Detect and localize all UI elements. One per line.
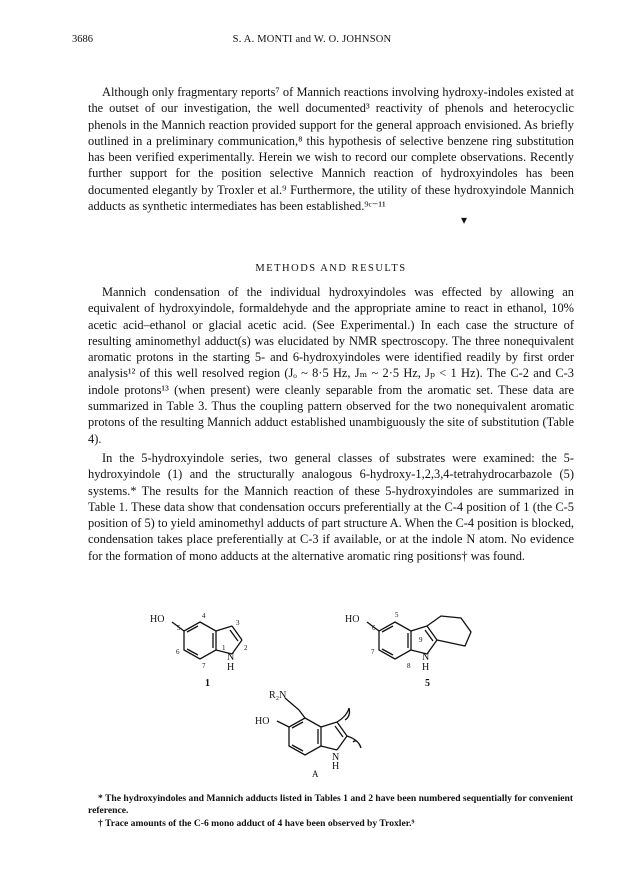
structure-1 [150, 608, 290, 688]
s1-num-6: 6 [176, 648, 180, 656]
s5-num-7: 7 [371, 648, 375, 656]
s1-ho: HO [150, 614, 165, 625]
running-header [72, 34, 552, 50]
section-heading: METHODS AND RESULTS [255, 263, 407, 274]
sA-r2n: R₂N [269, 690, 287, 701]
footnote-dagger: † Trace amounts of the C-6 mono adduct of 4 have been observed by Troxler.⁹ [98, 818, 415, 829]
s5-n: N [422, 652, 430, 663]
s1-n: N [227, 652, 235, 663]
paragraph-hydroxyindole: In the 5-hydroxyindole series, two general classes of substrates were examined: the 5-hydroxyindole (1) and the structurally analogous 6-hydroxy-1,2,3,4-tetrahydrocarbazole (5) systems.* The results for the Mannich reaction of these 5-hydroxyindoles are summarized in Table 1. These data show that condensation occurs preferentially at the C-4 position of 1 (the C-5 position of 5) to yield aminomethyl adducts of part structure A. When the C-4 position is blocked, condensation takes place preferentially at C-3 if available, or at the indole N atom. No evidence for the formation of mono adducts at the alternative aromatic ring positions† was found. [88, 451, 574, 563]
author-line: S. A. MONTI and W. O. JOHNSON [232, 34, 392, 45]
s1-num-7: 7 [202, 662, 206, 670]
footnote-asterisk: * The hydroxyindoles and Mannich adducts listed in Tables 1 and 2 have been numbered sequentially for convenient reference. [88, 793, 574, 816]
page-number: 3686 [72, 34, 93, 45]
structure-5 [345, 608, 505, 688]
s5-h: H [422, 662, 430, 673]
s5-label: 5 [425, 678, 430, 689]
s1-h: H [227, 662, 235, 673]
stray-mark: ▾ [461, 213, 468, 227]
sA-h: H [332, 761, 340, 772]
sA-n: N [332, 752, 340, 763]
s1-num-1: 1 [222, 644, 226, 652]
s5-ho: HO [345, 614, 360, 625]
sA-ho: HO [255, 716, 270, 727]
s1-num-3: 3 [236, 619, 240, 627]
s5-num-8: 8 [407, 662, 411, 670]
s1-label: 1 [205, 678, 210, 689]
s5-num-9: 9 [419, 636, 423, 644]
paragraph-methods: Mannich condensation of the individual hydroxyindoles was effected by allowing an equivalent of hydroxyindole, formaldehyde and the appropriate amine to react in ethanol, 10% acetic acid–ethanol or glacial acetic acid. (See Experimental.) In each case the structure of resulting aminomethyl adduct(s) was elucidated by NMR spectroscopy. The three nonequivalent aromatic protons in the starting 5- and 6-hydroxyindoles were identified readily by first order analysis¹² of this well resolved region (Jₒ ~ 8·5 Hz, Jₘ ~ 2·5 Hz, Jₚ < 1 Hz). The C-2 and C-3 indole protons¹³ (when present) were cleanly separable from the aromatic set. These data are summarized in Table 3. Thus the coupling pattern observed for the two nonequivalent aromatic protons of the resulting Mannich adduct established unambiguously the site of substitution (Table 4). [88, 285, 574, 446]
s1-num-5: 5 [177, 624, 181, 632]
sA-label: A [312, 769, 319, 779]
s5-num-6: 6 [372, 624, 376, 632]
s5-num-5: 5 [395, 611, 399, 619]
s1-num-2: 2 [244, 644, 248, 652]
structure-A [255, 688, 415, 778]
paragraph-intro: Although only fragmentary reports⁷ of Mannich reactions involving hydroxy-indoles existed at the outset of our investigation, the well documented³ reactivity of phenols and heterocyclic phenols in the Mannich reaction provided support for the general approach envisioned. As briefly outlined in a preliminary communication,⁸ this hypothesis of selective benzene ring substitution has been verified experimentally. Herein we wish to record our complete observations. Recently further support for the position selective Mannich reaction of hydroxyindoles has been documented elegantly by Troxler et al.⁹ Furthermore, the utility of these hydroxyindole Mannich adducts as synthetic intermediates has been established.⁹ᶜ⁻¹¹ [88, 85, 574, 214]
s1-num-4: 4 [202, 612, 206, 620]
